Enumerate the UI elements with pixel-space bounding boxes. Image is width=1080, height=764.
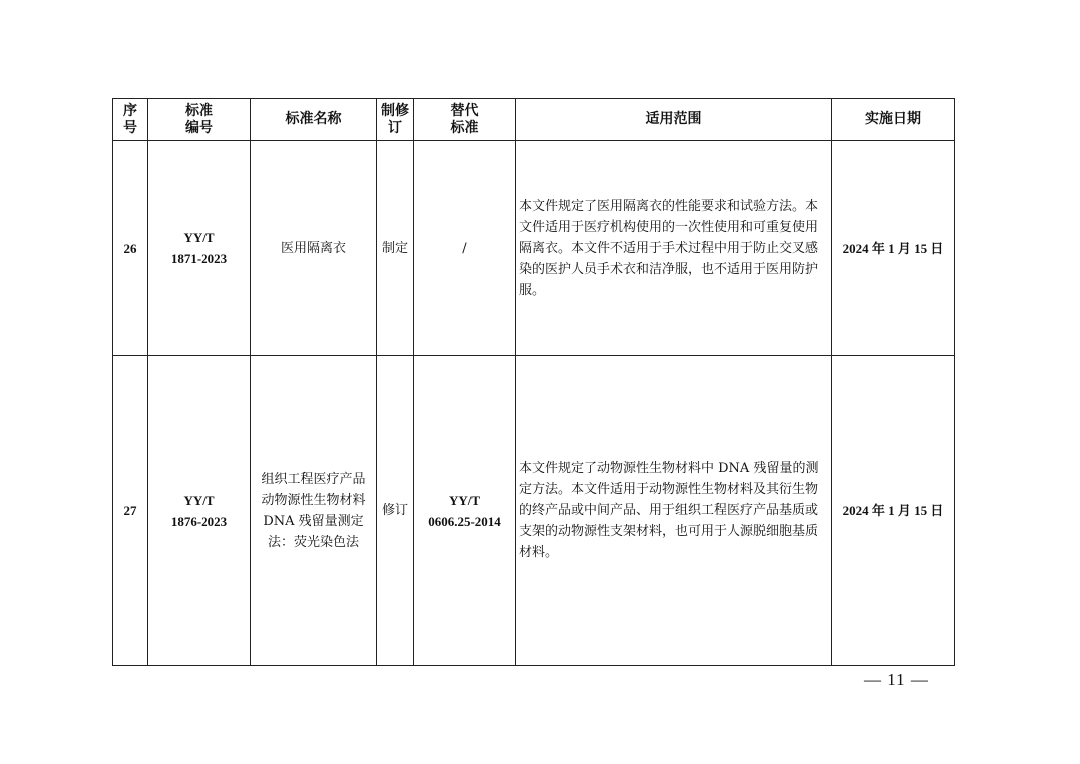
standards-table: [112, 98, 955, 666]
row-standard-name: 组织工程医疗产品 动物源性生物材料 DNA 残留量测定法：荧光染色法: [251, 356, 377, 666]
header-revision-type: 制修 订: [377, 99, 414, 141]
header-standard-code: 标准 编号: [148, 99, 251, 141]
row-revision-type: 修订: [377, 356, 414, 666]
row-replaced-standard: /: [414, 141, 516, 356]
header-standard-name: 标准名称: [251, 99, 377, 141]
row-standard-code: YY/T 1871-2023: [148, 141, 251, 356]
page-number: — 11 —: [864, 670, 929, 689]
header-implementation-date: 实施日期: [832, 99, 955, 141]
row-scope: 本文件规定了动物源性生物材料中 DNA 残留量的测定方法。本文件适用于动物源性生物材料及其衍生物的终产品或中间产品、用于组织工程医疗产品基质或支架的动物源性支架材料，也可用于人源脱细胞基质材料。: [516, 356, 832, 666]
header-seq: 序 号: [113, 99, 148, 141]
table-row: [113, 356, 955, 666]
row-standard-code: YY/T 1876-2023: [148, 356, 251, 666]
row-scope: 本文件规定了医用隔离衣的性能要求和试验方法。本文件适用于医疗机构使用的一次性使用和可重复使用隔离衣。本文件不适用于手术过程中用于防止交叉感染的医护人员手术衣和洁净服，也不适用于医用防护服。: [516, 141, 832, 356]
table-row: [113, 141, 955, 356]
row-implementation-date: 2024 年 1 月 15 日: [832, 356, 955, 666]
header-replaced-standard: 替代 标准: [414, 99, 516, 141]
row-standard-name: 医用隔离衣: [251, 141, 377, 356]
row-replaced-standard: YY/T 0606.25-2014: [414, 356, 516, 666]
row-seq: 27: [113, 356, 148, 666]
header-scope: 适用范围: [516, 99, 832, 141]
row-implementation-date: 2024 年 1 月 15 日: [832, 141, 955, 356]
row-seq: 26: [113, 141, 148, 356]
row-revision-type: 制定: [377, 141, 414, 356]
table-header-row: [113, 99, 955, 141]
